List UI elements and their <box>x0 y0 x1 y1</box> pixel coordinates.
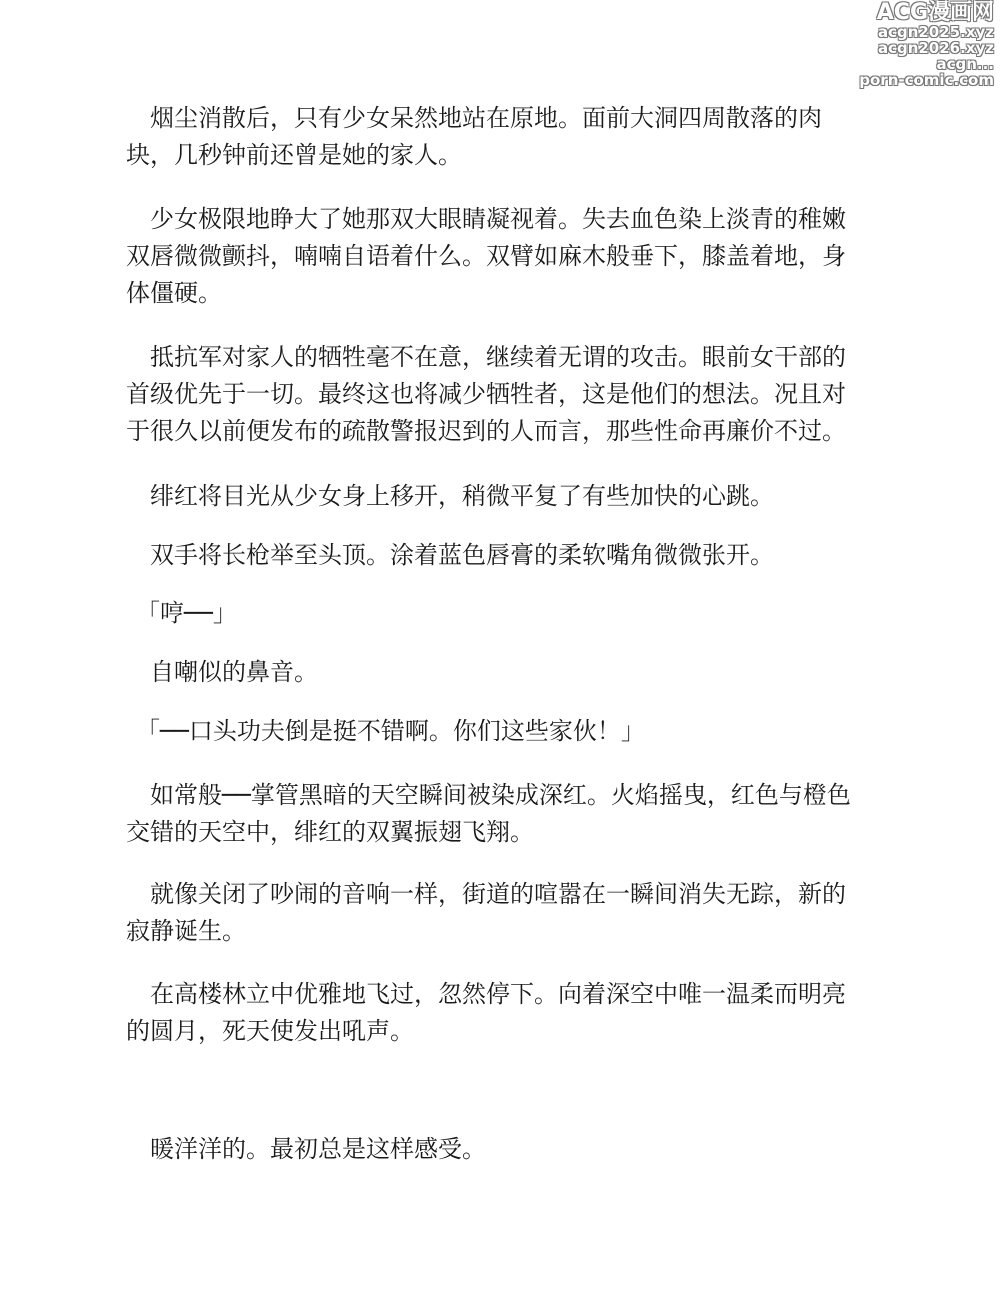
paragraph: 暖洋洋的。最初总是这样感受。 <box>150 1135 486 1163</box>
site-watermark <box>844 2 994 89</box>
paragraph: 少女极限地睁大了她那双大眼睛凝视着。失去血色染上淡青的稚嫩双唇微微颤抖，喃喃自语着什么。双臂如麻木般垂下，膝盖着地，身体僵硬。 <box>126 205 846 307</box>
watermark-line-3: acgn2026.xyz <box>877 39 994 57</box>
paragraph: 抵抗军对家人的牺牲毫不在意，继续着无谓的攻击。眼前女干部的首级优先于一切。最终这也将减少牺牲者，这是他们的想法。况且对于很久以前便发布的疏散警报迟到的人而言，那些性命再廉价不过。 <box>126 343 846 445</box>
paragraph: 烟尘消散后，只有少女呆然地站在原地。面前大洞四周散落的肉块，几秒钟前还曾是她的家人。 <box>126 104 822 169</box>
watermark-line-2: acgn2025.xyz <box>877 23 994 41</box>
paragraph: 绯红将目光从少女身上移开，稍微平复了有些加快的心跳。 <box>150 482 774 510</box>
watermark-line-4: acgn... <box>936 55 994 73</box>
dialogue-line: 「哼──」 <box>136 599 237 627</box>
paragraph: 双手将长枪举至头顶。涂着蓝色唇膏的柔软嘴角微微张开。 <box>150 541 774 569</box>
paragraph: 在高楼林立中优雅地飞过，忽然停下。向着深空中唯一温柔而明亮的圆月，死天使发出吼声。 <box>126 980 846 1045</box>
paragraph: 自嘲似的鼻音。 <box>150 658 318 686</box>
watermark-line-1: ACG漫画网 <box>876 0 994 25</box>
paragraph: 就像关闭了吵闹的音响一样，街道的喧嚣在一瞬间消失无踪，新的寂静诞生。 <box>126 880 846 945</box>
paragraph: 如常般──掌管黑暗的天空瞬间被染成深红。火焰摇曳，红色与橙色交错的天空中，绯红的双翼振翅飞翔。 <box>126 781 851 846</box>
dialogue-line: 「──口头功夫倒是挺不错啊。你们这些家伙！」 <box>136 717 645 745</box>
watermark-line-5: porn-comic.com <box>859 71 994 89</box>
